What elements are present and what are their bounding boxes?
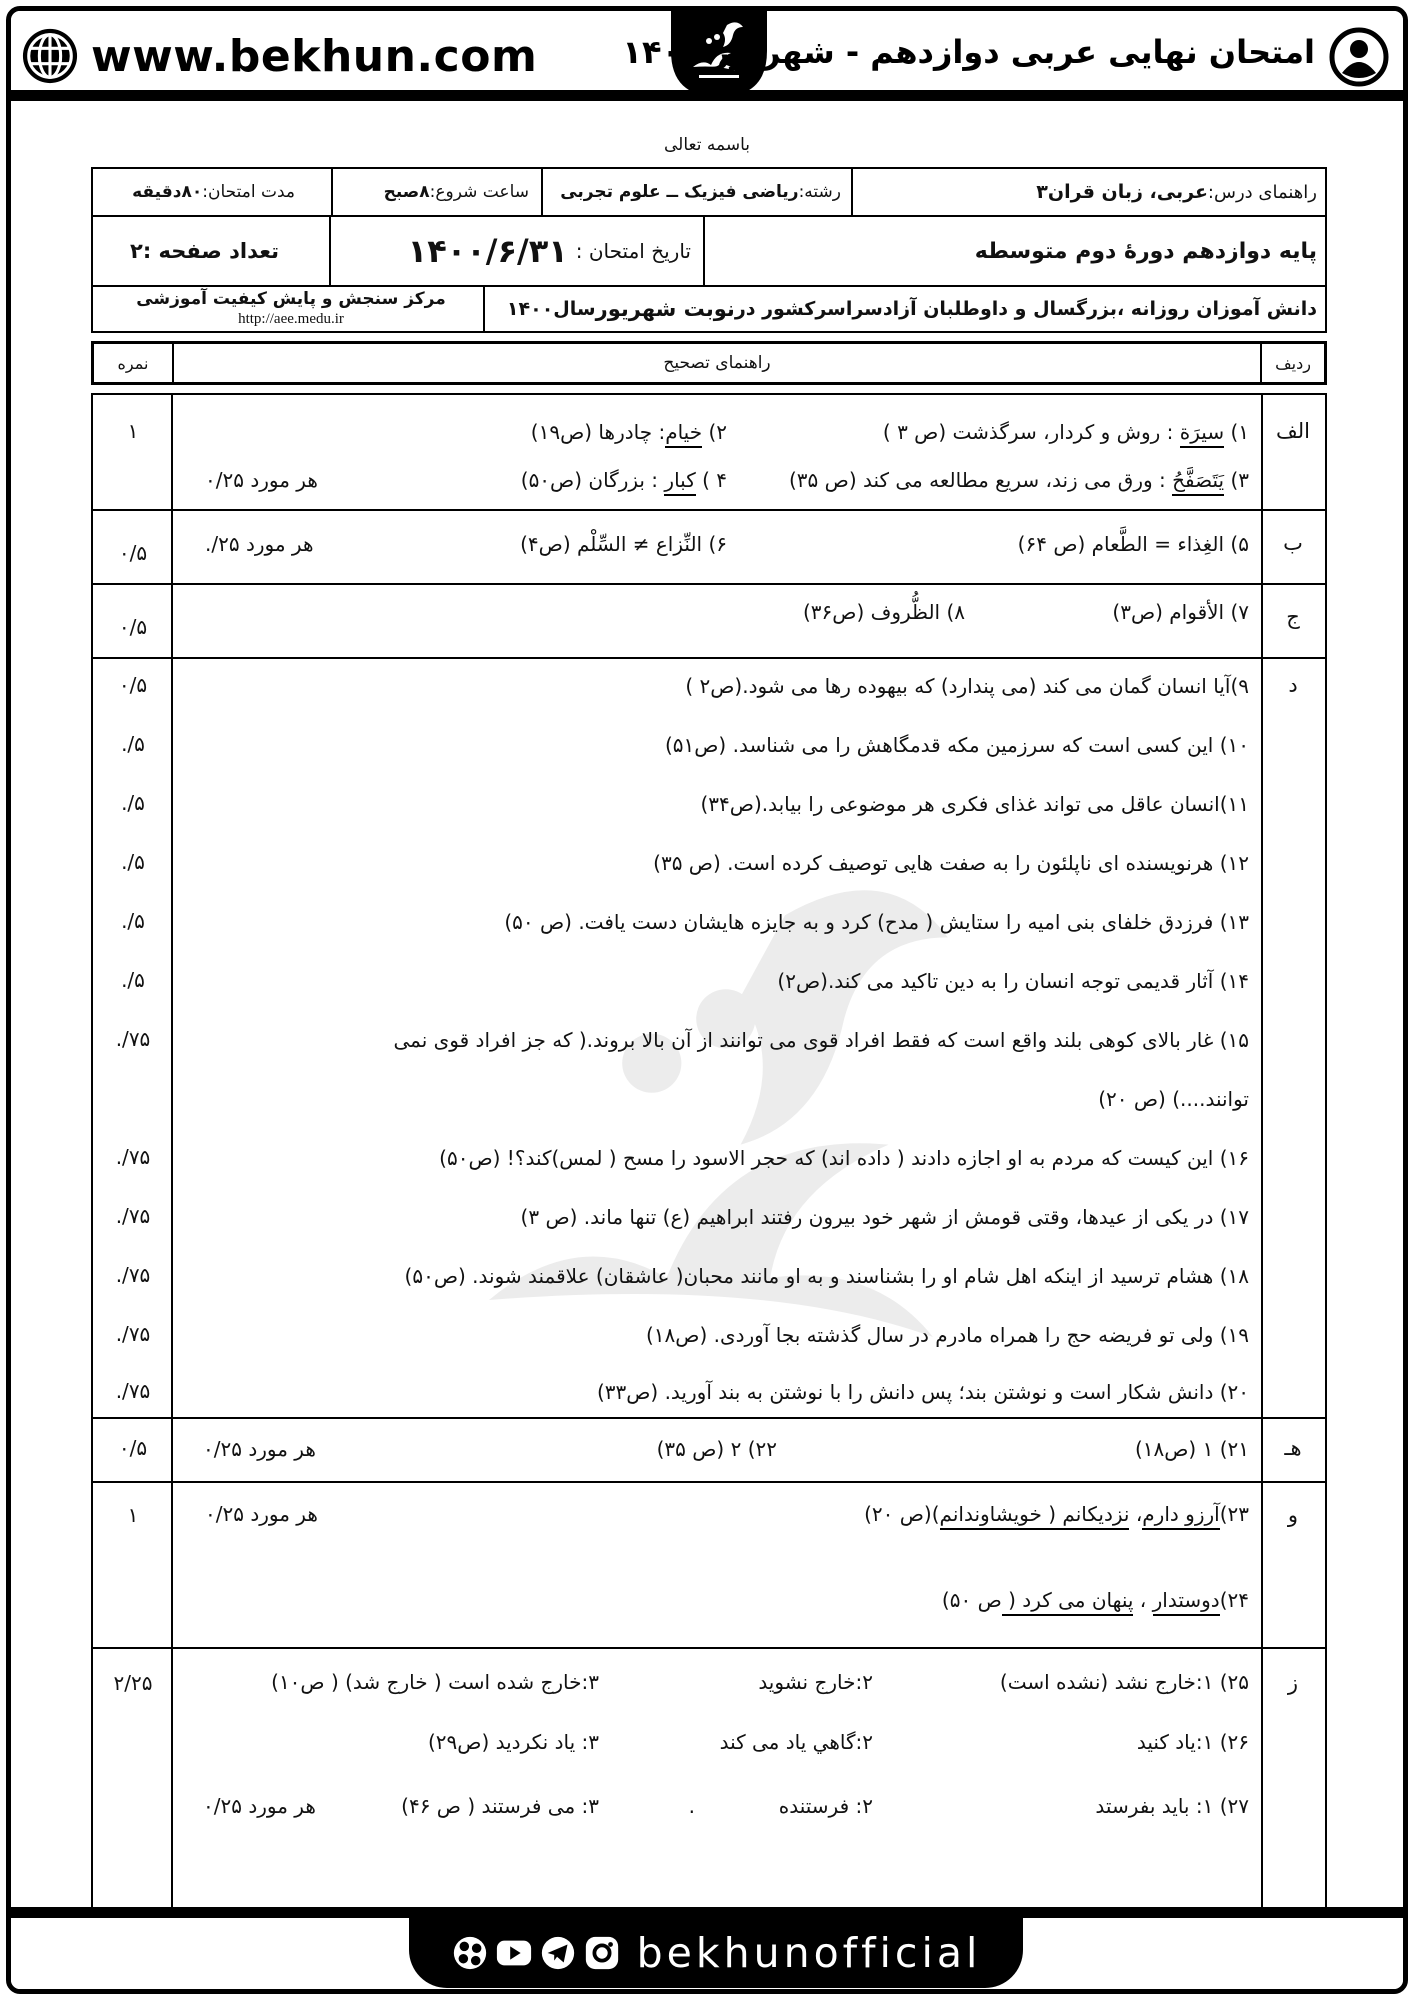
section-label: ز [1287, 1671, 1299, 1695]
exam-date-cell: تاریخ امتحان : ۱۴۰۰/۶/۳۱ [407, 232, 691, 270]
globe-icon [21, 27, 79, 85]
answer-4: ۴ ) کبار : بزرگان (ص۵۰) [521, 467, 727, 493]
answer-25a: ۲۵) ۱:خارج نشد (نشده است) [999, 1670, 1249, 1694]
answer-27a: ۲۷) ۱: باید بفرستد [1095, 1794, 1249, 1818]
subject-cell: راهنمای درس: عربی، زبان قران۳ [1036, 181, 1317, 203]
grade-cell: پایه دوازدهم دورهٔ دوم متوسطه [974, 238, 1317, 264]
instagram-icon[interactable] [583, 1934, 621, 1972]
section-score: ۲/۲۵ [113, 1671, 153, 1695]
section-label: الف [1276, 419, 1310, 443]
answer-24: ۲۴)دوستدار ، پنهان می کرد ( ص ۵۰) [942, 1587, 1249, 1613]
answer-26c: ۳: یاد نکردید (ص۲۹) [427, 1730, 599, 1754]
answer-22: ۲۲) ۲ (ص ۳۵) [656, 1437, 777, 1461]
answer-7: ۷) الأقوام (ص۳) [1112, 600, 1249, 624]
line-score: ۵/. [121, 968, 145, 992]
translation-line: ۱۴) آثار قدیمی توجه انسان را به دین تاکید می کند.(ص۲) [777, 969, 1249, 993]
telegram-icon[interactable] [539, 1934, 577, 1972]
line-score: ۵/. [121, 791, 145, 815]
section-score: ۰/۵ [118, 1436, 148, 1460]
answer-27c: ۳: می فرستند ( ص ۴۶) [401, 1794, 599, 1818]
answer-26b: ۲:گاهي یاد می کند [719, 1730, 873, 1754]
section-score: ۱ [127, 1503, 139, 1527]
line-score: ۷۵/. [115, 1379, 151, 1403]
section-be [93, 511, 1325, 585]
user-icon[interactable] [1329, 27, 1389, 87]
youtube-icon[interactable] [495, 1934, 533, 1972]
section-label: ب [1283, 531, 1303, 555]
answer-5: ۵) الغِذاء = الطَّعام (ص ۶۴) [1017, 532, 1249, 556]
section-score: ۰/۵ [118, 615, 148, 639]
site-url[interactable]: www.bekhun.com [91, 30, 538, 82]
answer-2: ۲) خیام: چادرها (ص۱۹) [531, 419, 727, 445]
answer-27-dot: . [688, 1794, 695, 1818]
section-he [93, 1419, 1325, 1483]
each-item-note: هر مورد ۲۵/. [205, 532, 314, 556]
translation-line-cont: توانند....) (ص ۲۰) [1098, 1087, 1249, 1111]
each-item-note: هر مورد ۰/۲۵ [203, 1794, 316, 1818]
duration-cell: مدت امتحان: ۸۰دقیقه [132, 182, 295, 202]
translation-line: ۲۰) دانش شکار است و نوشتن بند؛ پس دانش را با نوشتن به بند آورید. (ص۳۳) [596, 1380, 1249, 1404]
each-item-note: هر مورد ۰/۲۵ [203, 1437, 316, 1461]
section-score: ۱ [127, 419, 139, 443]
answer-6: ۶) النِّزاع ≠ السِّلْم (ص۴) [520, 532, 727, 556]
aparat-icon[interactable] [451, 1934, 489, 1972]
line-score: ۷۵/. [115, 1204, 151, 1228]
line-score: ۷۵/. [115, 1145, 151, 1169]
top-banner [11, 11, 1403, 101]
students-cell: دانش آموزان روزانه ،بزرگسال و داوطلبان آزادسراسرکشور در نوبت شهریور سال۱۴۰۰ [506, 297, 1317, 321]
section-dal [93, 659, 1325, 1419]
translation-line: ۱۳) فرزدق خلفای بنی امیه را ستایش ( مدح) کرد و به جایزه هایشان دست یافت. (ص ۵۰) [504, 910, 1249, 934]
translation-line: ۱۸) هشام ترسید از اینکه اهل شام او را بشناسند و به او مانند محبان( عاشقان) علاقمند شوند. (ص۵۰) [404, 1264, 1249, 1288]
translation-line: ۱۵) غار بالای کوهی بلند واقع است که فقط افراد قوی می توانند از آن بالا بروند.( که جز افراد قوی نمی [393, 1028, 1249, 1052]
section-jim [93, 585, 1325, 659]
each-item-note: هر مورد ۰/۲۵ [205, 1502, 318, 1526]
bismillah: باسمه تعالی [664, 135, 750, 155]
line-score: ۷۵/. [115, 1027, 151, 1051]
line-score: ۰/۵ [118, 673, 148, 697]
section-vav [93, 1483, 1325, 1649]
col-guide: راهنمای تصحیح [663, 353, 771, 373]
section-label: و [1287, 1503, 1299, 1527]
line-score: ۵/. [121, 909, 145, 933]
answer-27b: ۲: فرستنده [778, 1794, 873, 1818]
translation-line: ۱۹) ولی تو فریضه حج را همراه مادرم در سال گذشته بجا آوردی. (ص۱۸) [645, 1323, 1249, 1347]
line-score: ۷۵/. [115, 1263, 151, 1287]
social-handle[interactable]: bekhunofficial [636, 1929, 982, 1977]
translation-line: ۱۲) هرنویسنده ای ناپلئون را به صفت هایی توصیف کرده است. (ص ۳۵) [653, 851, 1249, 875]
each-item-note: هر مورد ۰/۲۵ [205, 468, 318, 492]
translation-line: ۱۰) این کسی است که سرزمین مکه قدمگاهش را می شناسد. (ص۵۱) [664, 733, 1249, 757]
section-label: ج [1286, 605, 1300, 629]
answer-21: ۲۱) ۱ (ص۱۸) [1134, 1437, 1249, 1461]
line-score: ۵/. [121, 732, 145, 756]
section-score: ۰/۵ [118, 541, 148, 565]
exam-title: امتحان نهایی عربی دوازدهم - شهریور ۱۴۰۰ [622, 33, 1315, 71]
answer-3: ۳) یَتَصَفَّحُ : ورق می زند، سریع مطالعه می کند (ص ۳۵) [789, 467, 1249, 493]
col-row: ردیف [1260, 344, 1324, 382]
page-count-cell: تعداد صفحه :۲ [130, 239, 279, 263]
page-frame [6, 6, 1408, 1994]
section-ze [93, 1649, 1325, 1911]
answer-23: ۲۳)آرزو دارم، نزدیکانم ( خویشاوندانم)(ص ۲۰) [864, 1501, 1249, 1527]
start-time-cell: ساعت شروع: ۸صبح [383, 182, 529, 202]
column-header [91, 341, 1327, 385]
answer-sheet [11, 112, 1403, 1912]
answer-26a: ۲۶) ۱:یاد کنید [1136, 1730, 1249, 1754]
answer-1: ۱) سیرَة : روش و کردار، سرگذشت (ص ۳ ) [883, 419, 1249, 445]
exam-info-table [91, 167, 1327, 333]
answer-25b: ۲:خارج نشوید [758, 1670, 873, 1694]
translation-line: ۱۶) این کیست که مردم به او اجازه دادند ( داده اند) که حجر الاسود را مسح ( لمس)کند؟! (ص۵۰) [439, 1146, 1249, 1170]
social-bar [409, 1918, 1023, 1988]
section-alef [93, 395, 1325, 511]
translation-line: ۱۱)انسان عاقل می تواند غذای فکری هر موضوعی را بیابد.(ص۳۴) [700, 792, 1249, 816]
answer-8: ۸) الظُّروف (ص۳۶) [802, 600, 965, 624]
center-cell: مرکز سنجش و پایش کیفیت آموزشی http://aee.medu.ir [136, 289, 446, 327]
translation-line: ۹)آیا انسان گمان می کند (می پندارد) که بیهوده رها می شود.(ص۲ ) [685, 674, 1249, 698]
section-label: هـ [1284, 1436, 1302, 1460]
site-link[interactable] [21, 25, 537, 87]
col-score: نمره [94, 344, 174, 382]
bottom-banner [11, 1907, 1403, 1989]
line-score: ۷۵/. [115, 1322, 151, 1346]
field-cell: رشته: ریاضی فیزیک ــ علوم تجربی [560, 182, 841, 202]
answer-25c: ۳:خارج شده است ( خارج شد) ( ص۱۰) [271, 1670, 599, 1694]
line-score: ۵/. [121, 850, 145, 874]
translation-line: ۱۷) در یکی از عیدها، وقتی قومش از شهر خود بیرون رفتند ابراهیم (ع) تنها ماند. (ص ۳) [520, 1205, 1249, 1229]
section-label: د [1288, 673, 1298, 697]
answers-table [91, 393, 1327, 1911]
